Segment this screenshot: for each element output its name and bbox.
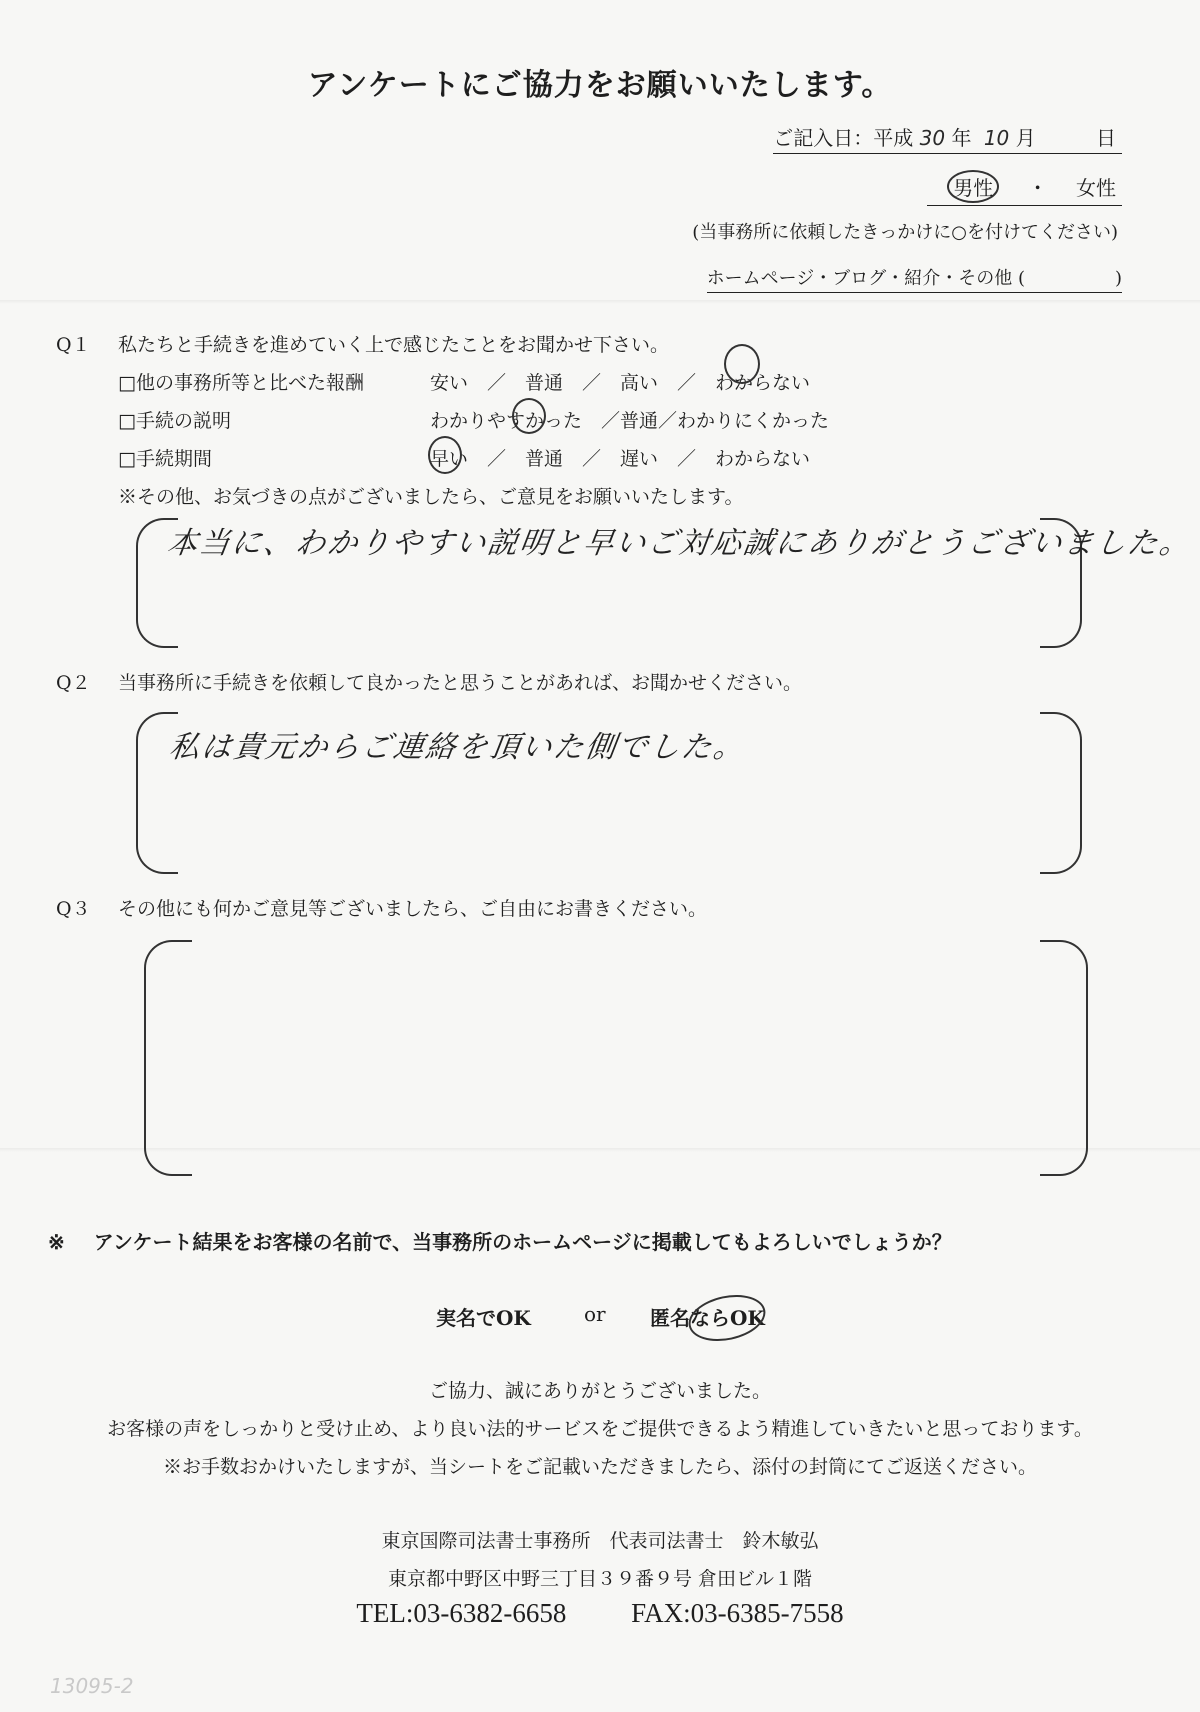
q3-question: その他にも何かご意見等ございましたら、ご自由にお書きください。 xyxy=(118,898,708,920)
q2-answer-bracket-right xyxy=(1040,712,1082,874)
q1-options-explanation[interactable]: わかりやすかった ／普通／わかりにくかった xyxy=(430,410,830,432)
page-title: アンケートにご協力をお願いいたします。 xyxy=(307,68,893,103)
day-unit: 日 xyxy=(1096,126,1116,150)
q1-options-fee[interactable]: 安い ／ 普通 ／ 高い ／ わからない xyxy=(430,372,811,394)
phone-number[interactable]: TEL:03-6382-6658 xyxy=(356,1598,567,1628)
year-unit: 年 xyxy=(951,126,972,150)
date-label: ご記入日：平成 xyxy=(773,126,914,150)
month-value: 10 xyxy=(983,126,1010,150)
consent-mark: ※ xyxy=(48,1230,65,1254)
q1-item-duration[interactable]: □手続期間 xyxy=(118,448,212,470)
consent-question-text: アンケート結果をお客様の名前で、当事務所のホームページに掲載してもよろしいでしょうか？ xyxy=(93,1230,952,1254)
q3-label: Q３ xyxy=(56,898,91,920)
q1-item-fee[interactable]: □他の事務所等と比べた報酬 xyxy=(118,372,364,394)
selection-circle-fee xyxy=(724,344,760,384)
month-unit: 月 xyxy=(1015,126,1036,150)
trigger-note: (当事務所に依頼したきっかけに○を付けてください) xyxy=(692,222,1118,243)
consent-question xyxy=(48,1226,952,1255)
selection-circle-anonymous xyxy=(684,1288,769,1347)
gender-separator: ・ xyxy=(1027,176,1048,200)
closing-thanks: ご協力、誠にありがとうございました。 xyxy=(428,1380,771,1402)
q1-label: Q１ xyxy=(56,334,91,356)
selection-circle-explanation xyxy=(512,398,546,434)
selection-circle-duration xyxy=(428,436,462,474)
option-real-name[interactable]: 実名でOK xyxy=(436,1306,531,1330)
q1-options-duration[interactable]: 早い ／ 普通 ／ 遅い ／ わからない xyxy=(430,448,811,470)
option-or: or xyxy=(584,1302,606,1326)
office-name: 東京国際司法書士事務所 代表司法書士 鈴木敏弘 xyxy=(381,1530,819,1552)
referral-channels[interactable]: ホームページ・ブログ・紹介・その他 ( ) xyxy=(707,264,1122,293)
q1-other-prompt: ※その他、お気づきの点がございましたら、ご意見をお願いいたします。 xyxy=(118,486,744,508)
gender-select xyxy=(927,170,1122,206)
q2-label: Q２ xyxy=(56,672,91,694)
closing-commitment: お客様の声をしっかりと受け止め、より良い法的サービスをご提供できるよう精進していきたいと思っております。 xyxy=(107,1418,1093,1440)
contact-numbers xyxy=(0,1598,1200,1629)
q2-handwritten-answer[interactable]: 私は貴元からご連絡を頂いた側でした。 xyxy=(167,730,748,765)
fax-number: FAX:03-6385-7558 xyxy=(631,1598,844,1628)
year-value: 30 xyxy=(919,126,946,150)
document-stamp: 13095-2 xyxy=(50,1674,134,1698)
q3-answer-bracket-left xyxy=(144,940,192,1176)
office-address: 東京都中野区中野三丁目３９番９号 倉田ビル１階 xyxy=(387,1568,813,1590)
option-anonymous[interactable]: 匿名ならOK xyxy=(650,1306,765,1330)
q1-handwritten-answer[interactable]: 本当に、わかりやすい説明と早いご対応誠にありがとうございました。 xyxy=(165,526,1194,561)
entry-date xyxy=(773,122,1122,154)
gender-female[interactable]: 女性 xyxy=(1076,176,1116,200)
q1-item-explanation[interactable]: □手続の説明 xyxy=(118,410,231,432)
closing-return-note: ※お手数おかけいたしますが、当シートをご記載いただきましたら、添付の封筒にてご返送ください。 xyxy=(162,1456,1037,1478)
q3-answer-bracket-right xyxy=(1040,940,1088,1176)
gender-male[interactable]: 男性 xyxy=(947,170,999,203)
q1-question: 私たちと手続きを進めていく上で感じたことをお聞かせ下さい。 xyxy=(118,334,670,356)
q2-question: 当事務所に手続きを依頼して良かったと思うことがあれば、お聞かせください。 xyxy=(118,672,803,694)
